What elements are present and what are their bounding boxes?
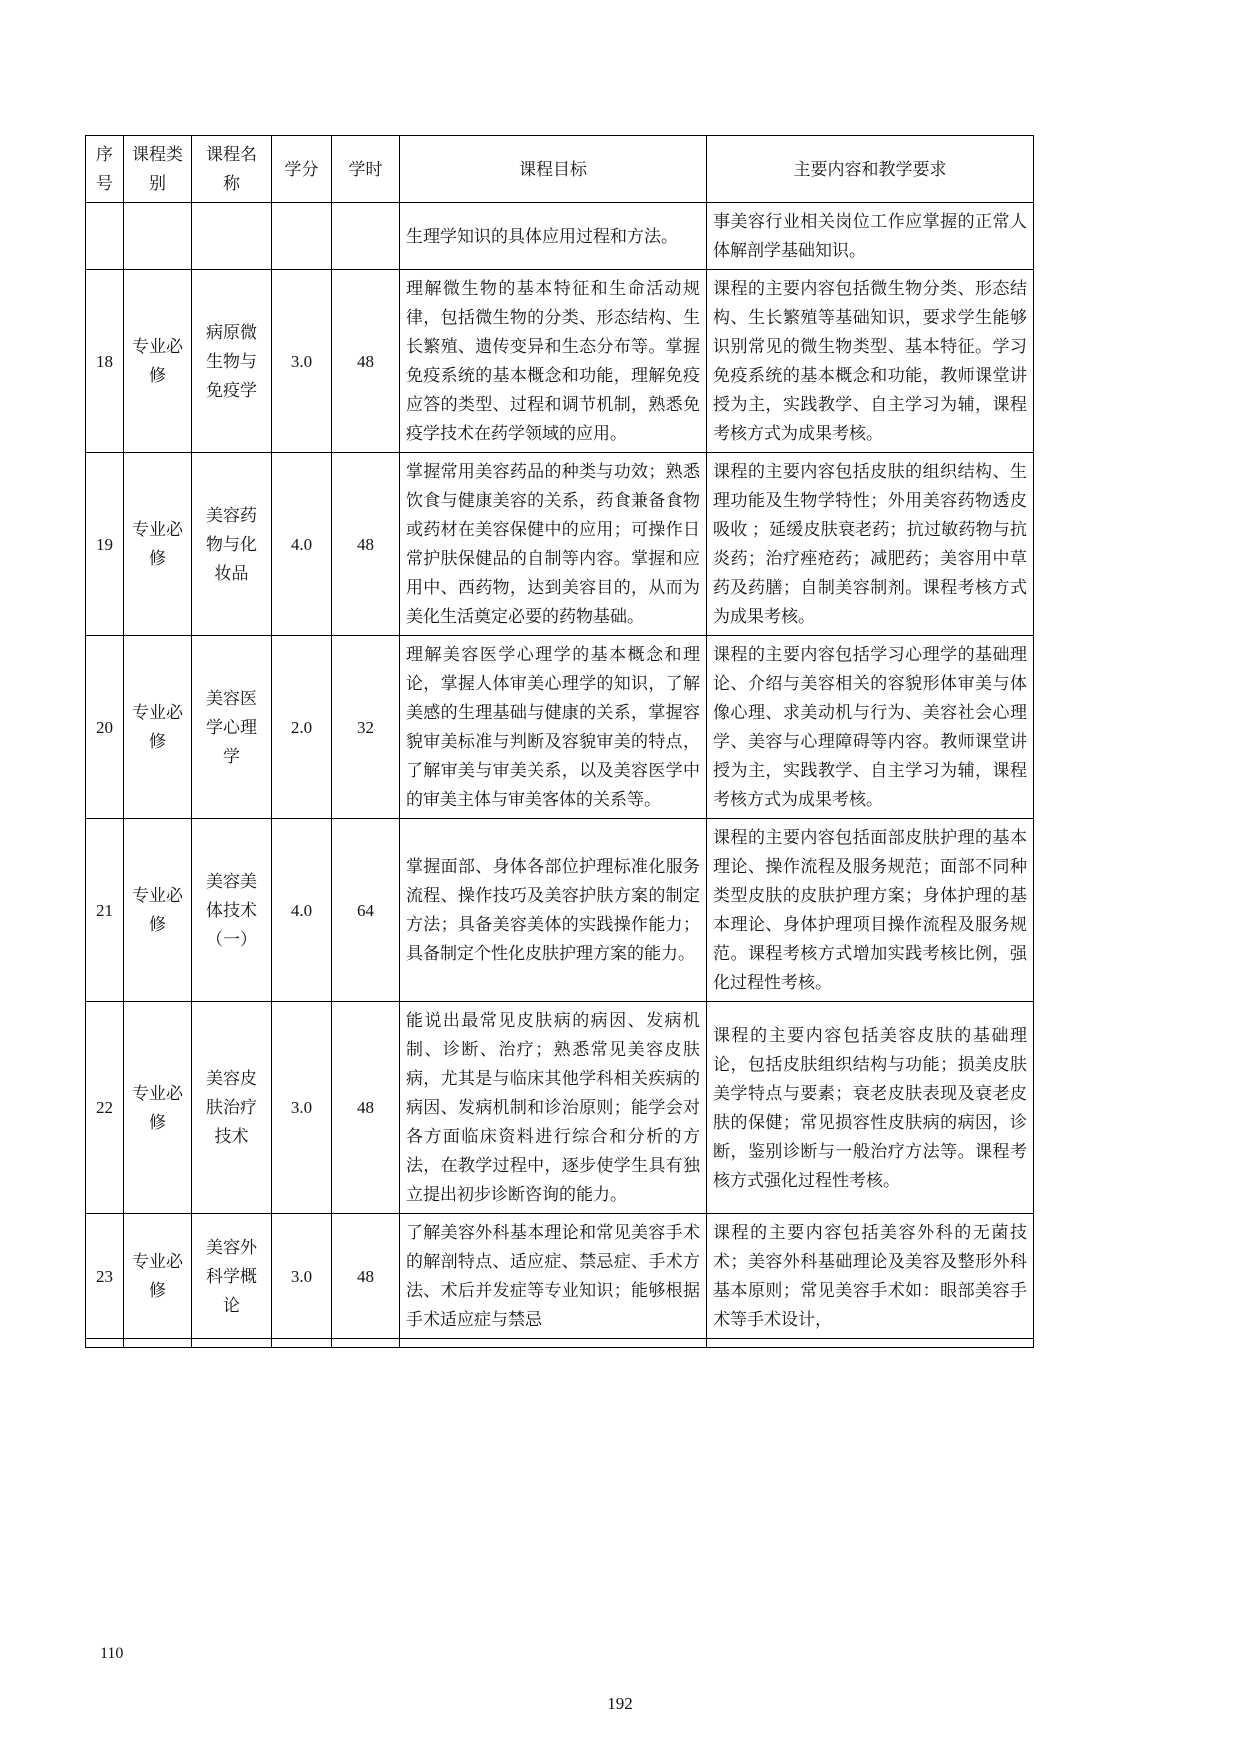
header-category: 课程类别 bbox=[124, 136, 192, 203]
cell-credits: 3.0 bbox=[272, 270, 332, 453]
cell-content: 课程的主要内容包括美容皮肤的基础理论，包括皮肤组织结构与功能；损美皮肤美学特点与要素；衰老皮肤表现及衰老皮肤的保健；常见损容性皮肤病的病因，诊断，鉴别诊断与一般治疗方法等。课程考核方式强化过程性考核。 bbox=[707, 1002, 1034, 1214]
cell-category bbox=[124, 1339, 192, 1348]
header-course-name: 课程名称 bbox=[192, 136, 272, 203]
cell-credits bbox=[272, 203, 332, 270]
cell-hours: 48 bbox=[332, 270, 400, 453]
cell-content: 课程的主要内容包括微生物分类、形态结构、生长繁殖等基础知识，要求学生能够识别常见的微生物类型、基本特征。学习免疫系统的基本概念和功能，教师课堂讲授为主，实践教学、自主学习为辅，课程考核方式为成果考核。 bbox=[707, 270, 1034, 453]
cell-course-name bbox=[192, 1339, 272, 1348]
cell-objectives: 掌握面部、身体各部位护理标准化服务流程、操作技巧及美容护肤方案的制定方法；具备美容美体的实践操作能力；具备制定个性化皮肤护理方案的能力。 bbox=[400, 819, 707, 1002]
cell-credits bbox=[272, 1339, 332, 1348]
cell-category bbox=[124, 203, 192, 270]
cell-content: 课程的主要内容包括美容外科的无菌技术；美容外科基础理论及美容及整形外科基本原则；常见美容手术如：眼部美容手术等手术设计， bbox=[707, 1214, 1034, 1339]
cell-no: 22 bbox=[86, 1002, 124, 1214]
cell-credits: 3.0 bbox=[272, 1214, 332, 1339]
curriculum-table bbox=[85, 135, 1034, 1348]
page-number: 192 bbox=[607, 1694, 633, 1713]
cell-no: 18 bbox=[86, 270, 124, 453]
cell-credits: 2.0 bbox=[272, 636, 332, 819]
table-header-row bbox=[86, 136, 1034, 203]
cell-course-name: 病原微生物与免疫学 bbox=[192, 270, 272, 453]
cell-no: 19 bbox=[86, 453, 124, 636]
header-content: 主要内容和教学要求 bbox=[707, 136, 1034, 203]
header-credits: 学分 bbox=[272, 136, 332, 203]
header-hours: 学时 bbox=[332, 136, 400, 203]
table-row bbox=[86, 819, 1034, 1002]
cell-category: 专业必修 bbox=[124, 636, 192, 819]
table-row bbox=[86, 203, 1034, 270]
cell-course-name: 美容外科学概论 bbox=[192, 1214, 272, 1339]
table-row bbox=[86, 270, 1034, 453]
cell-category: 专业必修 bbox=[124, 1002, 192, 1214]
cell-content: 课程的主要内容包括皮肤的组织结构、生理功能及生物学特性；外用美容药物透皮吸收 ；延缓皮肤衰老药；抗过敏药物与抗炎药；治疗痤疮药；减肥药；美容用中草药及药膳；自制美容制剂。课程考核方式为成果考核。 bbox=[707, 453, 1034, 636]
cell-category: 专业必修 bbox=[124, 1214, 192, 1339]
cell-no: 20 bbox=[86, 636, 124, 819]
cell-course-name: 美容美体技术（一） bbox=[192, 819, 272, 1002]
cell-course-name: 美容药物与化妆品 bbox=[192, 453, 272, 636]
cell-content: 课程的主要内容包括面部皮肤护理的基本理论、操作流程及服务规范；面部不同种类型皮肤的皮肤护理方案；身体护理的基本理论、身体护理项目操作流程及服务规范。课程考核方式增加实践考核比例，强化过程性考核。 bbox=[707, 819, 1034, 1002]
cell-credits: 4.0 bbox=[272, 453, 332, 636]
table-row bbox=[86, 453, 1034, 636]
cell-category: 专业必修 bbox=[124, 270, 192, 453]
table-row bbox=[86, 1002, 1034, 1214]
cell-credits: 4.0 bbox=[272, 819, 332, 1002]
table-row bbox=[86, 1214, 1034, 1339]
header-objectives: 课程目标 bbox=[400, 136, 707, 203]
cell-no bbox=[86, 1339, 124, 1348]
header-no: 序号 bbox=[86, 136, 124, 203]
cell-objectives: 掌握常用美容药品的种类与功效；熟悉饮食与健康美容的关系，药食兼备食物或药材在美容保健中的应用；可操作日常护肤保健品的自制等内容。掌握和应用中、西药物，达到美容目的，从而为美化生活奠定必要的药物基础。 bbox=[400, 453, 707, 636]
cell-objectives: 理解微生物的基本特征和生命活动规律，包括微生物的分类、形态结构、生长繁殖、遗传变异和生态分布等。掌握免疫系统的基本概念和功能，理解免疫应答的类型、过程和调节机制，熟悉免疫学技术在药学领域的应用。 bbox=[400, 270, 707, 453]
cell-course-name: 美容皮肤治疗技术 bbox=[192, 1002, 272, 1214]
cell-no bbox=[86, 203, 124, 270]
cell-hours: 32 bbox=[332, 636, 400, 819]
cell-hours: 64 bbox=[332, 819, 400, 1002]
cell-objectives bbox=[400, 1339, 707, 1348]
footnote-number: 110 bbox=[100, 1645, 124, 1662]
table-row bbox=[86, 1339, 1034, 1348]
cell-objectives: 能说出最常见皮肤病的病因、发病机制、诊断、治疗；熟悉常见美容皮肤病，尤其是与临床其他学科相关疾病的病因、发病机制和诊治原则；能学会对各方面临床资料进行综合和分析的方法，在教学过程中，逐步使学生具有独立提出初步诊断咨询的能力。 bbox=[400, 1002, 707, 1214]
cell-objectives: 生理学知识的具体应用过程和方法。 bbox=[400, 203, 707, 270]
cell-no: 21 bbox=[86, 819, 124, 1002]
cell-no: 23 bbox=[86, 1214, 124, 1339]
cell-hours bbox=[332, 203, 400, 270]
cell-hours bbox=[332, 1339, 400, 1348]
cell-category: 专业必修 bbox=[124, 819, 192, 1002]
cell-course-name: 美容医学心理学 bbox=[192, 636, 272, 819]
cell-hours: 48 bbox=[332, 1002, 400, 1214]
cell-content: 事美容行业相关岗位工作应掌握的正常人体解剖学基础知识。 bbox=[707, 203, 1034, 270]
cell-course-name bbox=[192, 203, 272, 270]
cell-content bbox=[707, 1339, 1034, 1348]
cell-category: 专业必修 bbox=[124, 453, 192, 636]
cell-objectives: 了解美容外科基本理论和常见美容手术的解剖特点、适应症、禁忌症、手术方法、术后并发症等专业知识；能够根据手术适应症与禁忌 bbox=[400, 1214, 707, 1339]
cell-credits: 3.0 bbox=[272, 1002, 332, 1214]
cell-objectives: 理解美容医学心理学的基本概念和理论，掌握人体审美心理学的知识，了解美感的生理基础与健康的关系，掌握容貌审美标准与判断及容貌审美的特点，了解审美与审美关系，以及美容医学中的审美主体与审美客体的关系等。 bbox=[400, 636, 707, 819]
cell-hours: 48 bbox=[332, 1214, 400, 1339]
cell-content: 课程的主要内容包括学习心理学的基础理论、介绍与美容相关的容貌形体审美与体像心理、求美动机与行为、美容社会心理学、美容与心理障碍等内容。教师课堂讲授为主，实践教学、自主学习为辅，课程考核方式为成果考核。 bbox=[707, 636, 1034, 819]
table-row bbox=[86, 636, 1034, 819]
cell-hours: 48 bbox=[332, 453, 400, 636]
